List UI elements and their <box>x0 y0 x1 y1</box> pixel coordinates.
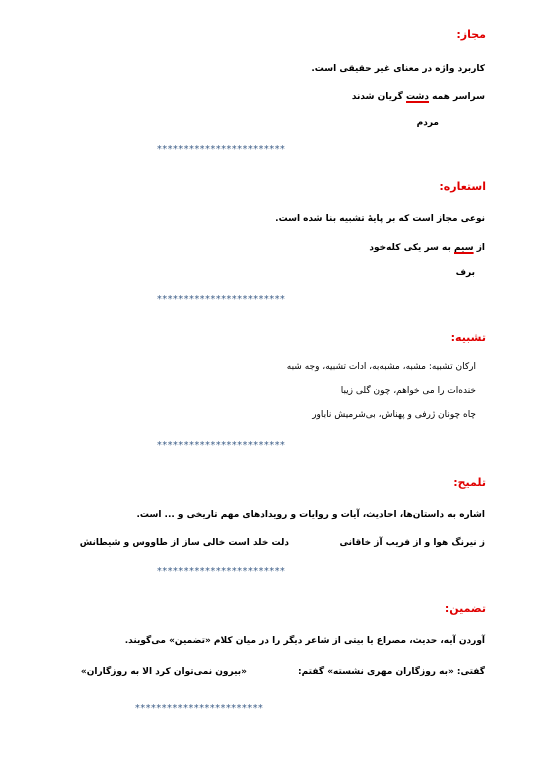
example-majaz-post: گریان شدند <box>351 92 407 102</box>
tashbih-line-3: چاه چونان ژرفی و پهناش، بی‌شرمیش ناباور <box>312 410 476 420</box>
example-esteare <box>369 243 485 253</box>
example-majaz-marked: دشت <box>406 92 430 102</box>
answer-esteare: برف <box>455 268 475 278</box>
definition-esteare: نوعی مجاز است که بر پایهٔ تشبیه بنا شده است. <box>275 214 485 224</box>
definition-tazmin: آوردن آیه، حدیث، مصراع یا بیتی از شاعر دیگر را در میان کلام «تضمین» می‌گویند. <box>124 636 485 646</box>
example-majaz-pre: سراسر همه <box>429 92 485 102</box>
example-majaz <box>352 92 485 102</box>
tashbih-line-2: خنده‌ات را می خواهم، چون گلی زیبا <box>340 386 476 396</box>
heading-majaz: مجاز: <box>456 28 486 41</box>
verse-tazmin-left: «بیرون نمی‌توان کرد الا به روزگاران» <box>80 667 247 677</box>
verse-talmih-right: ز نیرنگ هوا و از فریب آز خاقانی <box>339 538 485 548</box>
heading-tashbih: تشبیه: <box>450 331 486 344</box>
definition-majaz: کاربرد واژه در معنای غیر حقیقی است. <box>311 64 485 74</box>
example-esteare-post: به سر یکی کله‌خود <box>369 243 454 253</box>
verse-tazmin-right: گفتی: «به روزگاران مهری نشسته» گفتم: <box>298 667 485 677</box>
answer-majaz: مردم <box>416 118 439 128</box>
definition-talmih: اشاره به داستان‌ها، احادیث، آیات و روایات و رویدادهای مهم تاریخی و ... است. <box>136 510 485 520</box>
separator-5: ************************ <box>135 703 264 714</box>
separator-4: ************************ <box>157 566 286 577</box>
heading-tazmin: تضمین: <box>444 602 486 615</box>
separator-2: ************************ <box>157 294 286 305</box>
example-esteare-pre: از <box>473 243 485 253</box>
heading-talmih: تلمیح: <box>453 476 486 489</box>
verse-talmih-left: دلت خلد است خالی ساز از طاووس و شیطانش <box>79 538 289 548</box>
separator-3: ************************ <box>157 440 286 451</box>
separator-1: ************************ <box>157 144 286 155</box>
tashbih-line-1: ارکان تشبیه: مشبه، مشبه‌به، ادات تشبیه، وجه شبه <box>286 362 476 372</box>
example-esteare-marked: سیم <box>454 243 474 253</box>
heading-esteare: استعاره: <box>439 180 486 193</box>
